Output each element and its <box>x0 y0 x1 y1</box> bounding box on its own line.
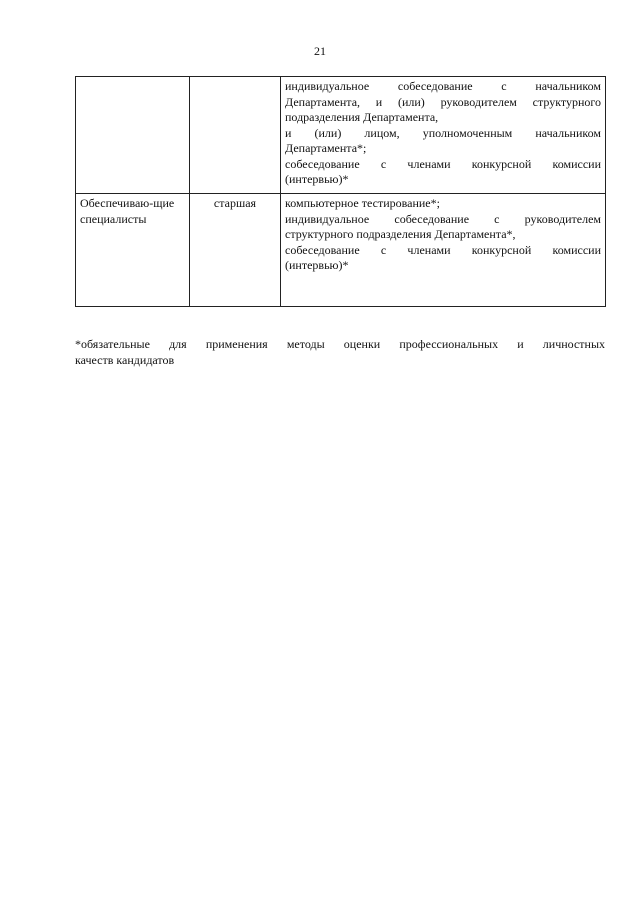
assessment-methods-table <box>75 76 606 307</box>
table-row <box>76 77 606 194</box>
method-line: (интервью)* <box>285 172 349 186</box>
method-line: и (или) лицом, уполномоченным начальником <box>285 125 601 140</box>
method-line: собеседование с членами конкурсной комиссии <box>285 156 601 171</box>
position-group-cell: Обеспечиваю-щие специалисты <box>76 194 190 307</box>
method-line: (интервью)* <box>285 258 349 272</box>
method-line: компьютерное тестирование*; <box>285 196 440 210</box>
method-line: индивидуальное собеседование с руководителем <box>285 211 601 226</box>
position-rank-cell: старшая <box>190 194 281 307</box>
assessment-methods-cell <box>281 194 606 307</box>
method-line: Департамента*; <box>285 141 367 155</box>
method-line: Департамента, и (или) руководителем структурного <box>285 94 601 109</box>
position-group-cell <box>76 77 190 194</box>
method-line: подразделения Департамента, <box>285 110 439 124</box>
footnote <box>75 336 605 368</box>
table-row <box>76 194 606 307</box>
method-line: индивидуальное собеседование с начальником <box>285 79 601 93</box>
method-line: собеседование с членами конкурсной комиссии <box>285 242 601 257</box>
assessment-methods-cell <box>281 77 606 194</box>
position-rank-cell <box>190 77 281 194</box>
footnote-line: качеств кандидатов <box>75 353 175 367</box>
footnote-line: *обязательные для применения методы оценки профессиональных и личностных <box>75 337 605 351</box>
page-number: 21 <box>314 44 326 58</box>
method-line: структурного подразделения Департамента*, <box>285 227 516 241</box>
